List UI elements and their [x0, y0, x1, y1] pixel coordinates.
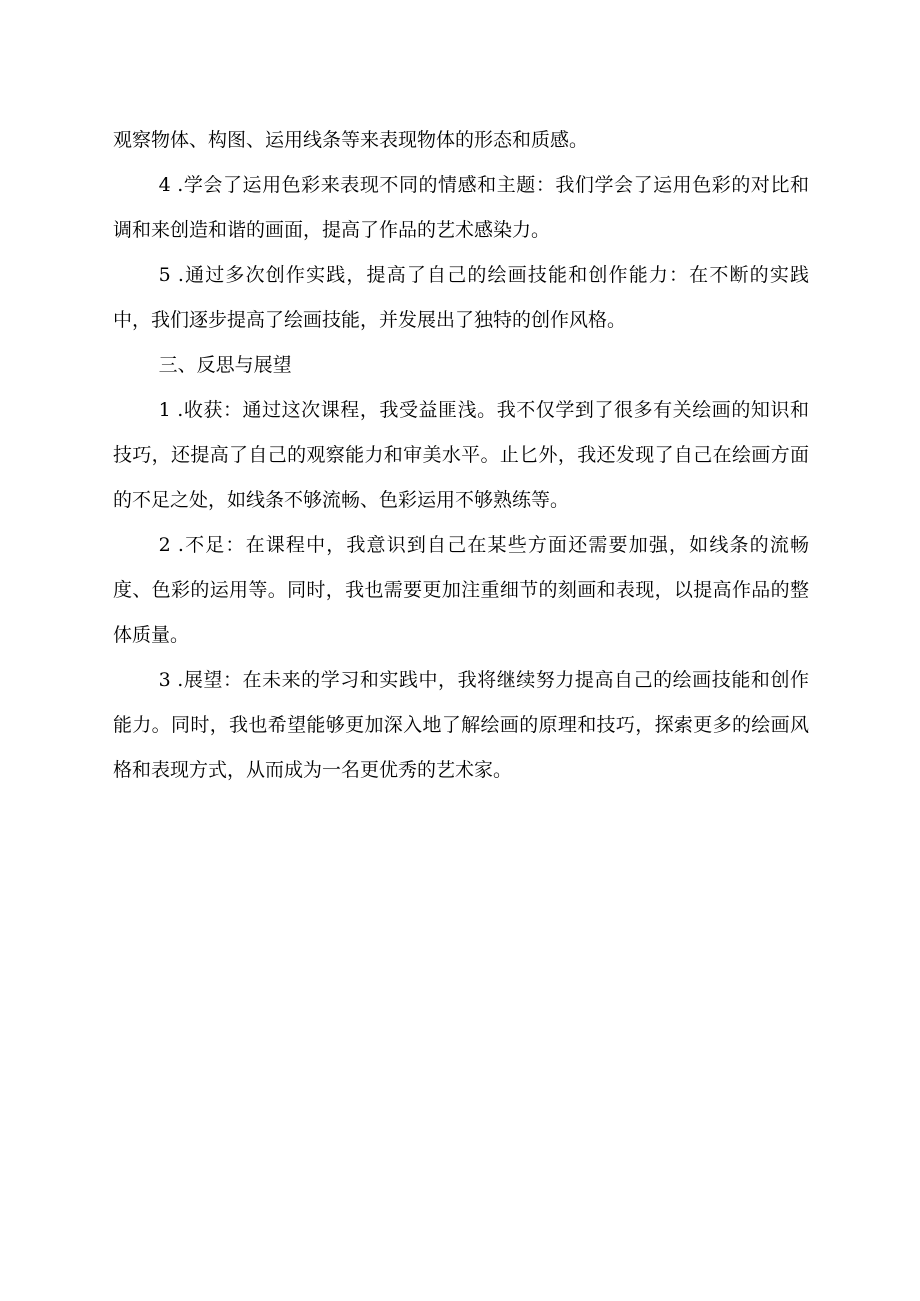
document-body	[113, 118, 809, 793]
paragraph-item-5: 5 .通过多次创作实践，提高了自己的绘画技能和创作能力：在不断的实践中，我们逐步提高了绘画技能，并发展出了独特的创作风格。	[113, 264, 809, 331]
paragraph-continuation: 观察物体、构图、运用线条等来表现物体的形态和质感。	[113, 129, 589, 151]
paragraph-outlook: 3 .展望：在未来的学习和实践中，我将继续努力提高自己的绘画技能和创作能力。同时，我也希望能够更加深入地了解绘画的原理和技巧，探索更多的绘画风格和表现方式，从而成为一名更优秀的艺术家。	[113, 669, 809, 781]
paragraph-item-4: 4 .学会了运用色彩来表现不同的情感和主题：我们学会了运用色彩的对比和调和来创造和谐的画面，提高了作品的艺术感染力。	[113, 174, 809, 241]
paragraph-gains: 1 .收获：通过这次课程，我受益匪浅。我不仅学到了很多有关绘画的知识和技巧，还提高了自己的观察能力和审美水平。止匕外，我还发现了自己在绘画方面的不足之处，如线条不够流畅、色彩运用不够熟练等。	[113, 399, 809, 511]
paragraph-shortcomings: 2 .不足：在课程中，我意识到自己在某些方面还需要加强，如线条的流畅度、色彩的运用等。同时，我也需要更加注重细节的刻画和表现，以提高作品的整体质量。	[113, 534, 809, 646]
section-heading-reflection: 三、反思与展望	[158, 354, 292, 376]
